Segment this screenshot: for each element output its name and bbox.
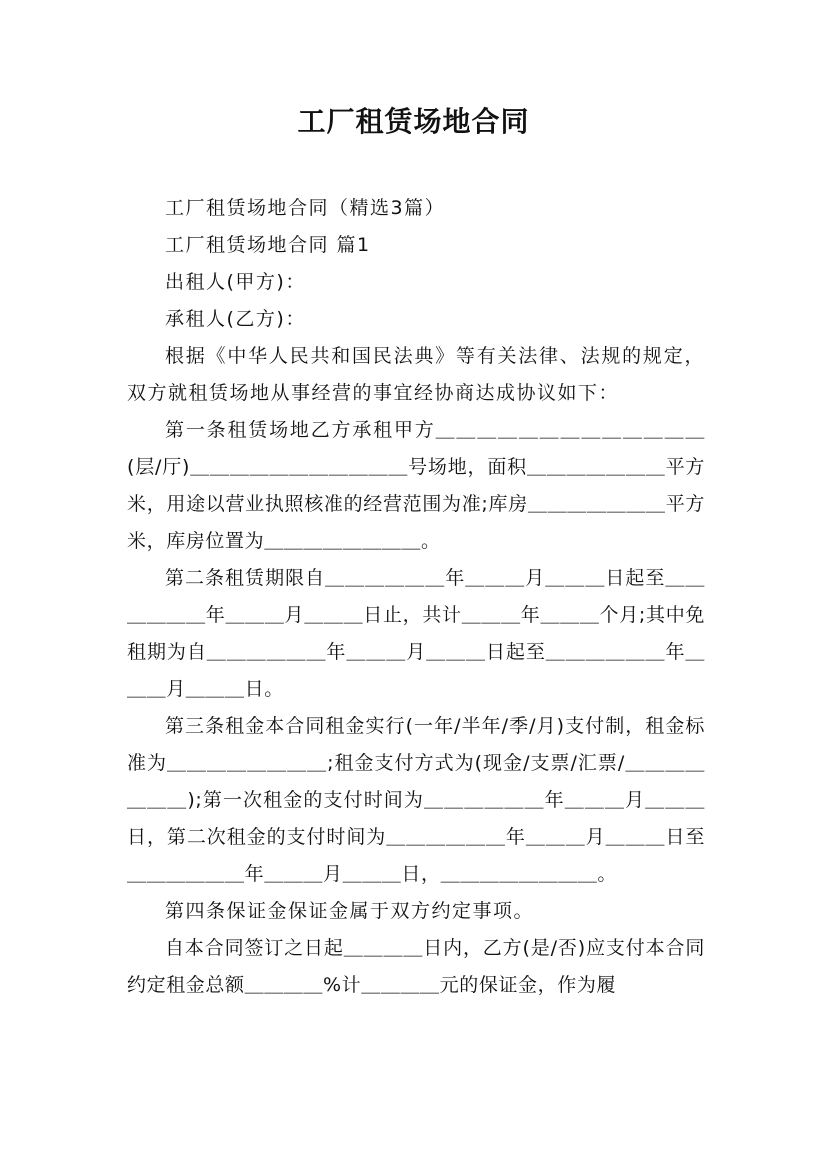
- paragraph-deposit: 自本合同签订之日起＿＿＿＿日内，乙方(是/否)应支付本合同约定租金总额＿＿＿＿%计＿＿＿＿元的保证金，作为履: [127, 937, 705, 996]
- paragraph-article-4: 第四条保证金保证金属于双方约定事项。: [165, 900, 535, 922]
- paragraph-section-heading: 工厂租赁场地合同 篇1: [165, 234, 371, 256]
- paragraph-lessee: 承租人(乙方)：: [165, 308, 306, 330]
- paragraph-article-2: 第二条租赁期限自＿＿＿＿＿＿年＿＿＿月＿＿＿日起至＿＿＿＿＿＿年＿＿＿月＿＿＿日止，共计＿＿＿年＿＿＿个月;其中免租期为自＿＿＿＿＿＿年＿＿＿月＿＿＿日起至＿＿＿＿＿＿年＿＿＿月＿＿＿日。: [127, 567, 705, 700]
- paragraph-article-3: 第三条租金本合同租金实行(一年/半年/季/月)支付制，租金标准为＿＿＿＿＿＿＿＿;租金支付方式为(现金/支票/汇票/＿＿＿＿＿＿＿);第一次租金的支付时间为＿＿＿＿＿＿年＿＿＿月＿＿＿日，第二次租金的支付时间为＿＿＿＿＿＿年＿＿＿月＿＿＿日至＿＿＿＿＿＿年＿＿＿月＿＿＿日，＿＿＿＿＿＿＿＿。: [127, 715, 705, 885]
- paragraph-preamble: 根据《中华人民共和国民法典》等有关法律、法规的规定，双方就租赁场地从事经营的事宜经协商达成协议如下：: [127, 345, 705, 404]
- paragraph-lessor: 出租人(甲方)：: [165, 271, 306, 293]
- paragraph-subtitle: 工厂租赁场地合同（精选3篇）: [165, 197, 446, 219]
- document-body: [127, 190, 705, 1004]
- paragraph-article-1: 第一条租赁场地乙方承租甲方＿＿＿＿＿＿＿＿＿＿＿＿＿(层/厅)＿＿＿＿＿＿＿＿＿＿＿号场地，面积＿＿＿＿＿＿＿平方米，用途以营业执照核准的经营范围为准;库房＿＿＿＿＿＿＿平方米，库房位置为＿＿＿＿＿＿＿＿。: [127, 419, 705, 552]
- document-title: 工厂租赁场地合同: [297, 105, 530, 138]
